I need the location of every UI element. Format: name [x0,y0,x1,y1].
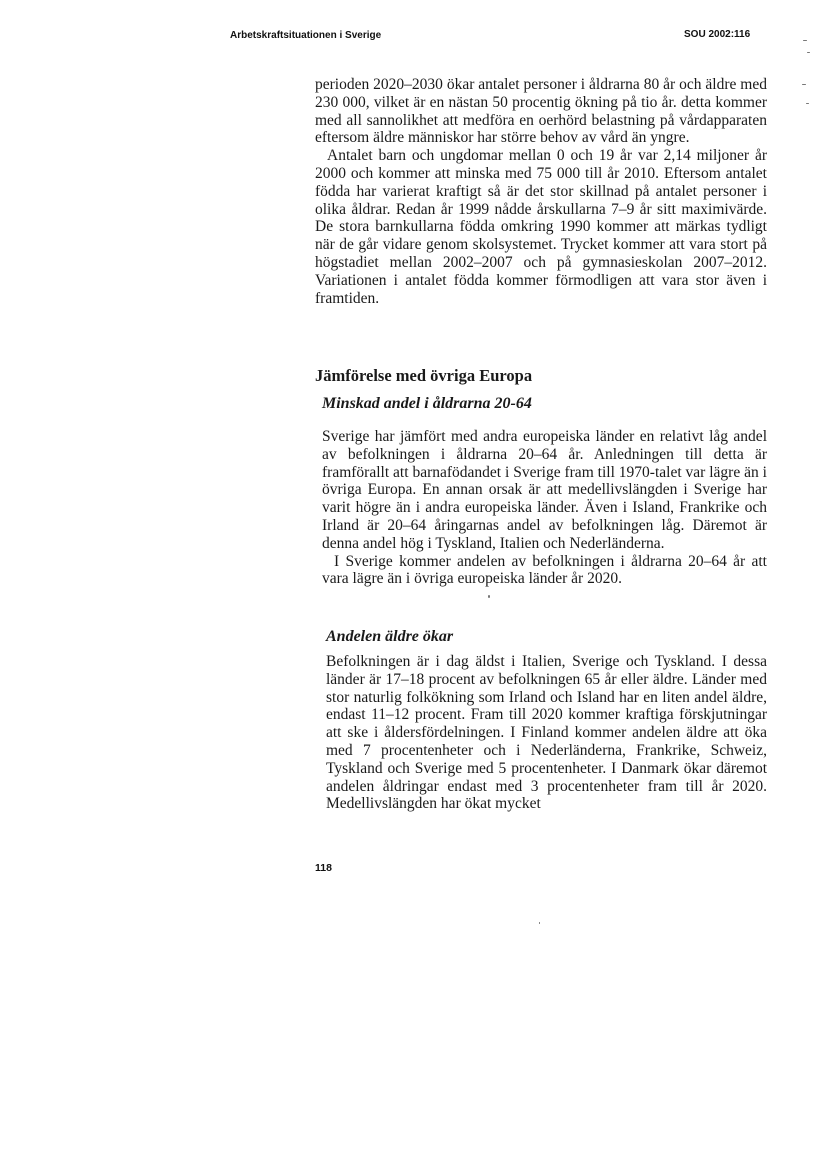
scan-speck [807,52,810,53]
running-header-title: Arbetskraftsituationen i Sverige [230,30,382,41]
text-block-working-age [322,428,767,588]
scan-speck [806,103,809,104]
scan-speck [802,84,806,85]
scan-speck [803,40,807,41]
paragraph: Antalet barn och ungdomar mellan 0 och 19 år var 2,14 miljoner år 2000 och kommer att minska med 75 000 till år 2010. Eftersom antalet födda har varierat kraftigt så är det stor skillnad på antalet personer i olika åldrar. Redan år 1999 nådde årskullarna 7–9 år sitt maximivärde. De stora barnkullarna födda omkring 1990 kommer att märkas tydligt när de går vidare genom skolsystemet. Trycket kommer att vara stort på högstadiet mellan 2002–2007 och på gymnasieskolan 2007–2012. Variationen i antalet födda kommer förmodligen att vara stor även i framtiden. [315,147,767,307]
text-block-elderly [326,653,767,813]
paragraph: perioden 2020–2030 ökar antalet personer i åldrarna 80 år och äldre med 230 000, vilket är en nästan 50 procentig ökning på tio år. detta kommer med all sannolikhet att medföra en oerhörd belastning på vårdapparaten eftersom äldre människor har större behov av vård än yngre. [315,76,767,147]
page-number: 118 [315,862,332,874]
scan-speck [539,922,540,924]
paragraph: Sverige har jämfört med andra europeiska länder en relativt låg andel av befolkningen i åldrarna 20–64 år. Anledningen till detta är framförallt att barnafödandet i Sverige fram till 1970-talet var lägre än i övriga Europa. En annan orsak är att medellivslängden i Sverige har varit högre än i andra europeiska länder. Även i Island, Frankrike och Irland är 20–64 åringarnas andel av befolkningen låg. Däremot är denna andel hög i Tyskland, Italien och Nederländerna. [322,428,767,552]
subsection-heading-working-age: Minskad andel i åldrarna 20-64 [322,395,532,412]
text-block-intro [315,76,767,307]
paragraph: I Sverige kommer andelen av befolkningen i åldrarna 20–64 år att vara lägre än i övriga europeiska länder år 2020. [322,552,767,588]
paragraph: Befolkningen är i dag äldst i Italien, Sverige och Tyskland. I dessa länder är 17–18 procent av befolkningen 65 år eller äldre. Länder med stor naturlig folkökning som Irland och Island har en liten andel äldre, endast 11–12 procent. Fram till 2020 kommer kraftiga förskjutningar att ske i åldersfördelningen. I Finland kommer andelen äldre att öka med 7 procentenheter och i Nederländerna, Frankrike, Schweiz, Tyskland och Sverige med 5 procentenheter. I Danmark ökar däremot andelen åldringar endast med 3 procentenheter fram till år 2020. Medellivslängden har ökat mycket [326,653,767,813]
section-heading: Jämförelse med övriga Europa [315,366,533,385]
running-header-report-id: SOU 2002:116 [684,29,751,40]
subsection-heading-elderly: Andelen äldre ökar [326,628,454,645]
scan-speck [488,595,490,598]
